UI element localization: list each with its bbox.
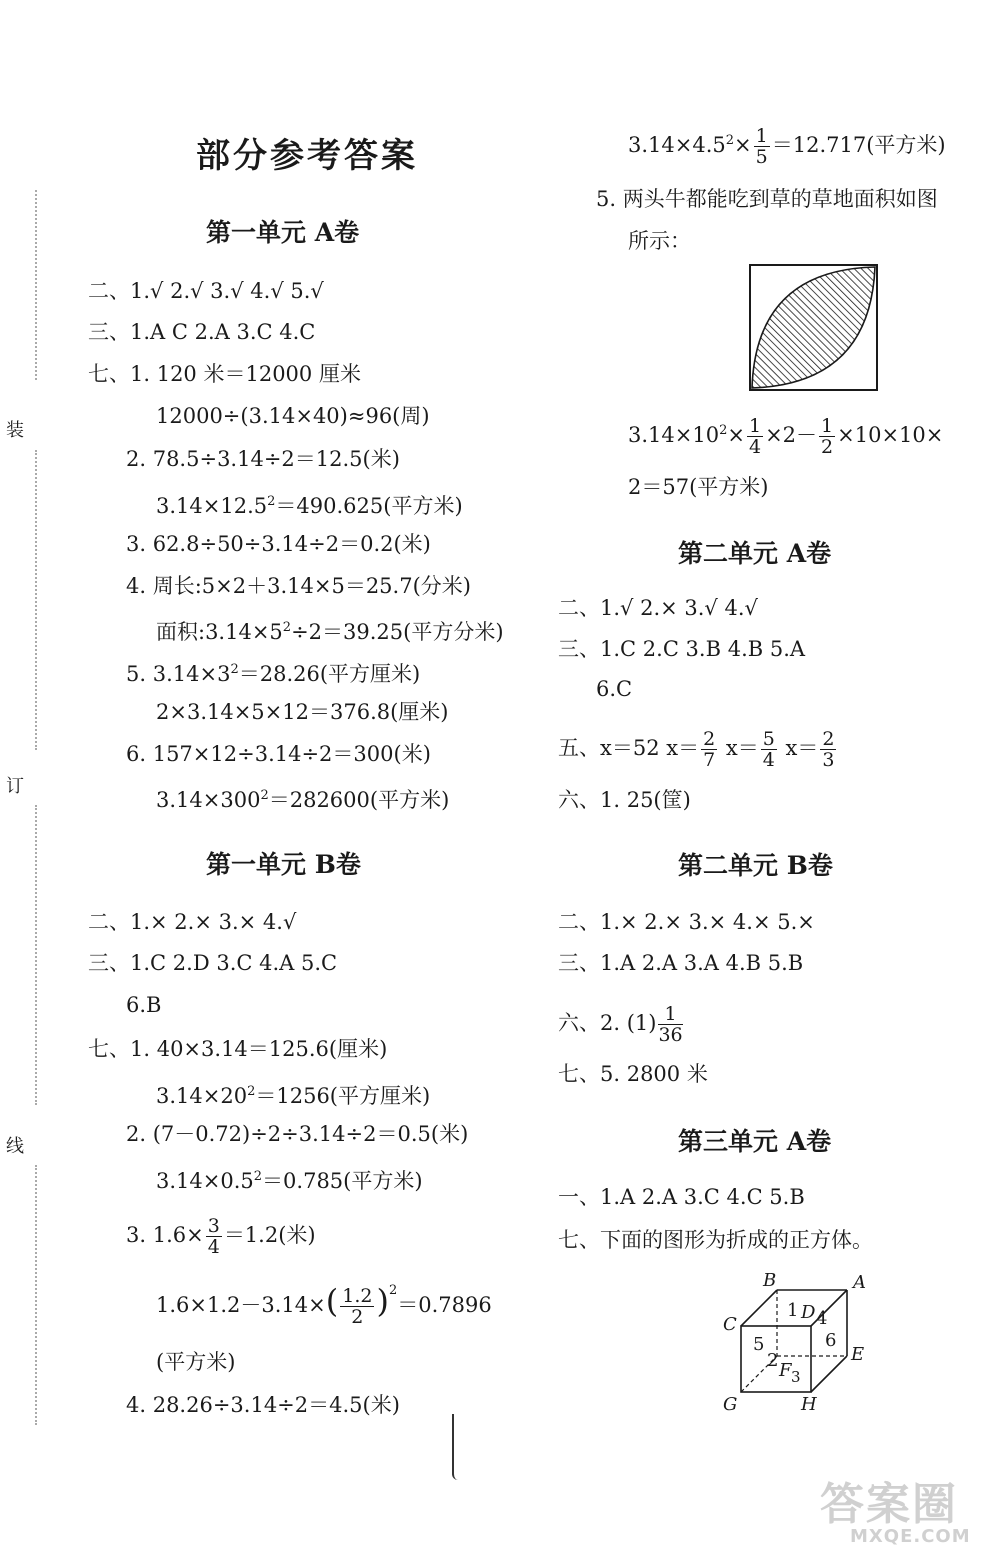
answer-line: 三、1.C 2.C 3.B 4.B 5.A — [558, 637, 806, 661]
answer-line: 二、1.× 2.× 3.× 4.√ — [88, 910, 297, 934]
answer-line: 2×3.14×5×12＝376.8(厘米) — [156, 700, 449, 724]
answer-line: 5. $3.14\times 3^2=28.26$(平方厘米) — [126, 662, 421, 686]
answer-line: $3.14\times 10^2\times$ $\frac{1}{4}$ ×2－ $\frac{1}{2}$ ×10×10× — [628, 415, 944, 458]
cube-label: 3 — [791, 1368, 801, 1386]
cube-label: D — [801, 1302, 816, 1323]
answer-line: 二、1.√ 2.√ 3.√ 4.√ 5.√ — [88, 279, 324, 303]
answer-line: 六、2. (1) $\frac{1}{36}$ — [558, 1003, 683, 1046]
answer-line: 6. 157×12÷3.14÷2＝300(米) — [126, 742, 431, 766]
answer-line: 5. 两头牛都能吃到草的草地面积如图 — [596, 187, 938, 211]
answer-line: 七、5. 2800 米 — [558, 1062, 708, 1086]
binding-char-ding: 订 — [6, 776, 24, 797]
answer-line: 五、x＝52 x＝ $\frac{2}{7}$ x＝ $\frac{5}{4}$ x＝ $\frac{2}{3}$ — [558, 728, 835, 771]
grass-area-diagram — [748, 262, 880, 392]
binding-dots — [35, 1165, 39, 1425]
fraction: $\frac{2}{3}$ — [822, 728, 835, 771]
section-unit2-b: 第二单元 B卷 — [678, 851, 833, 880]
binding-dots — [35, 805, 39, 1105]
section-unit3-a: 第三单元 A卷 — [678, 1127, 832, 1156]
answer-line: 三、1.A C 2.A 3.C 4.C — [88, 320, 316, 344]
answer-line: $3.14\times 20^2=1256$(平方厘米) — [156, 1084, 431, 1108]
fraction: $\frac{3}{4}$ — [207, 1215, 220, 1258]
fraction: $\frac{1.2}{2}$ — [342, 1285, 373, 1328]
answer-line: 二、1.√ 2.× 3.√ 4.√ — [558, 596, 758, 620]
answer-line: 七、下面的图形为折成的正方体。 — [558, 1228, 873, 1252]
answer-line: $3.14\times 12.5^2=490.625$(平方米) — [156, 494, 463, 518]
answer-line: 七、1. 120 米＝12000 厘米 — [88, 362, 361, 386]
answer-line: 二、1.× 2.× 3.× 4.× 5.× — [558, 910, 815, 934]
fraction: $\frac{1}{36}$ — [658, 1003, 683, 1046]
cube-label: 5 — [753, 1334, 765, 1355]
answer-line: 所示： — [628, 229, 691, 253]
cube-label: H — [801, 1394, 817, 1415]
section-unit1-a: 第一单元 A卷 — [206, 218, 360, 247]
fraction: $\frac{5}{4}$ — [762, 728, 775, 771]
section-unit1-b: 第一单元 B卷 — [206, 850, 361, 879]
answer-line: 6.B — [126, 993, 162, 1017]
answer-line: 3. 62.8÷50÷3.14÷2＝0.2(米) — [126, 532, 431, 556]
binding-dots — [35, 450, 39, 750]
answer-line: 3. 1.6× $\frac{3}{4}$ ＝1.2(米) — [126, 1215, 316, 1258]
answer-line: 12000÷(3.14×40)≈96(周) — [156, 404, 430, 428]
answer-line: 4. 周长:5×2＋3.14×5＝25.7(分米) — [126, 574, 471, 598]
answer-line: 三、1.C 2.D 3.C 4.A 5.C — [88, 951, 338, 975]
answer-line: $3.14\times 300^2=282600$(平方米) — [156, 788, 450, 812]
answer-line: 三、1.A 2.A 3.A 4.B 5.B — [558, 951, 804, 975]
answer-line: 6.C — [596, 677, 633, 701]
answer-line: 六、1. 25(筐) — [558, 788, 691, 812]
cube-label: B — [763, 1270, 777, 1291]
cube-label: 6 — [825, 1330, 837, 1351]
cube-label: G — [723, 1394, 738, 1415]
binding-char-zhuang: 装 — [6, 420, 24, 441]
pen-mark — [452, 1414, 460, 1480]
fraction: $\frac{1}{2}$ — [821, 415, 834, 458]
binding-char-xian: 线 — [6, 1136, 24, 1157]
answer-line: 2. (7－0.72)÷2÷3.14÷2＝0.5(米) — [126, 1122, 469, 1146]
fraction: $\frac{1}{4}$ — [748, 415, 762, 458]
fraction: $\frac{1}{5}$ — [755, 125, 768, 168]
answer-line: 2＝57(平方米) — [628, 475, 769, 499]
answer-line: 2. 78.5÷3.14÷2＝12.5(米) — [126, 447, 400, 471]
answer-line: 1.6×1.2－3.14×( $\frac{1.2}{2}$ )$^2$＝0.7896 — [156, 1282, 492, 1328]
cube-diagram — [715, 1268, 885, 1418]
binding-dots — [35, 190, 39, 380]
cube-label: C — [723, 1314, 737, 1335]
cube-label: 4 — [816, 1308, 828, 1329]
cube-label: F — [779, 1360, 792, 1381]
page-title: 部分参考答案 — [196, 136, 418, 176]
fraction: $\frac{2}{7}$ — [703, 728, 716, 771]
section-unit2-a: 第二单元 A卷 — [678, 539, 832, 568]
answer-line: 一、1.A 2.A 3.C 4.C 5.B — [558, 1185, 805, 1209]
cube-label: E — [851, 1344, 865, 1365]
answer-line: (平方米) — [156, 1350, 236, 1374]
answer-line: 面积$:3.14\times 5^2\div 2=39.25$(平方分米) — [156, 620, 504, 644]
watermark: 答案圈 MXQE.COM — [820, 1479, 971, 1547]
answer-line: $3.14\times 4.5^2\times$ $\frac{1}{5}$ ＝12.717(平方米) — [628, 125, 946, 168]
cube-label: 1 — [787, 1300, 799, 1321]
answer-line: 4. 28.26÷3.14÷2＝4.5(米) — [126, 1393, 400, 1417]
answer-line: $3.14\times 0.5^2=0.785$(平方米) — [156, 1169, 423, 1193]
cube-label: 2 — [767, 1350, 779, 1371]
answer-line: 七、1. 40×3.14＝125.6(厘米) — [88, 1037, 388, 1061]
cube-label: A — [853, 1272, 866, 1293]
